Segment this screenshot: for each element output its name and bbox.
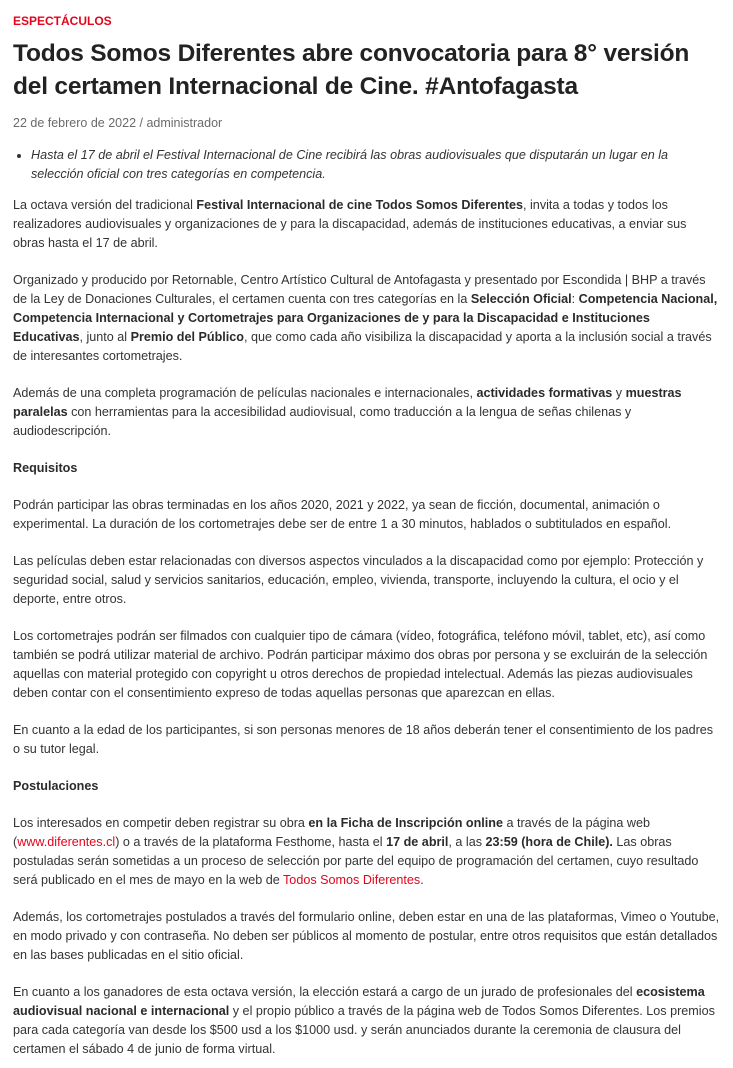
paragraph-years: Podrán participar las obras terminadas en los años 2020, 2021 y 2022, ya sean de ficción, documental, animación o experimental. La duración de los cortometrajes debe ser de entre 1 a 30 minutos, hablados o subtitulados en español. [13,498,672,531]
heading-postulaciones: Postulaciones [13,779,99,793]
meta-separator: / [136,116,147,130]
paragraph-winners: En cuanto a los ganadores de esta octava versión, la elección estará a cargo de un jurado de profesionales del ecosistema audiovisual nacional e internacional y el propio público a través de la página web de Todos Somos Diferentes. Los premios para cada categoría van desde los $500 usd a los $1000 usd. y serán anunciados durante la ceremonia de clausura del certamen el sábado 4 de junio de forma virtual. [13,985,715,1056]
lead-list [13,146,720,184]
lead-item: • Hasta el 17 de abril el Festival Internacional de Cine recibirá las obras audiovisuales que disputarán un lugar en la selección oficial con tres categorías en competencia. [31,146,720,184]
article-body [13,196,720,1059]
article-title: Todos Somos Diferentes abre convocatoria para 8° versión del certamen Internacional de Cine. #Antofagasta [13,40,690,100]
paragraph-organization: Organizado y producido por Retornable, Centro Artístico Cultural de Antofagasta y presentado por Escondida | BHP a través de la Ley de Donaciones Culturales, el certamen cuenta con tres categorías en la Selección Oficial: Competencia Nacional, Competencia Internacional y Cortometrajes para Organizaciones de y para la Discapacidad e Instituciones Educativas, junto al Premio del Público, que como cada año visibiliza la discapacidad y aporta a la inclusión social a través de interesantes cortometrajes. [13,273,718,363]
post-meta [13,115,720,131]
paragraph-registration: Los interesados en competir deben registrar su obra en la Ficha de Inscripción online a través de la página web (www.diferentes.cl) o a través de la plataforma Festhome, hasta el 17 de abril, a las 23:59 (hora de Chile). Las obras postuladas serán sometidas a un proceso de selección por parte del equipo de programación del certamen, cuyo resultado será publicado en el mes de mayo en la web de Todos Somos Diferentes. [13,816,699,887]
post-date: 22 de febrero de 2022 [13,116,137,130]
paragraph-platforms: Además, los cortometrajes postulados a través del formulario online, deben estar en una de las plataformas, Vimeo o Youtube, en modo privado y con contraseña. No deben ser públicos al momento de postular, entre otros requisitos que están detallados en las bases publicadas en el sitio oficial. [13,910,720,962]
paragraph-age: En cuanto a la edad de los participantes, si son personas menores de 18 años deberán tener el consentimiento de los padres o su tutor legal. [13,723,714,756]
todos-somos-diferentes-link[interactable]: Todos Somos Diferentes [283,873,421,887]
category-link[interactable]: ESPECTÁCULOS [13,14,112,28]
author-link[interactable]: administrador [146,116,223,130]
paragraph-intro: La octava versión del tradicional Festival Internacional de cine Todos Somos Diferentes, invita a todas y todos los realizadores audiovisuales y organizaciones de y para la discapacidad, además de instituciones educativas, a enviar sus obras hasta el 17 de abril. [13,198,687,250]
paragraph-programming: Además de una completa programación de películas nacionales e internacionales, actividades formativas y muestras paralelas con herramientas para la accesibilidad audiovisual, como traducción a la lengua de señas chilenas y audiodescripción. [13,386,682,438]
paragraph-topics: Las películas deben estar relacionadas con diversos aspectos vinculados a la discapacidad como por ejemplo: Protección y seguridad social, salud y servicios sanitarios, educación, empleo, vivienda, transporte, incluyendo la cultura, el ocio y el deporte, entre otros. [13,554,704,606]
diferentes-link[interactable]: www.diferentes.cl [17,835,116,849]
paragraph-filming: Los cortometrajes podrán ser filmados con cualquier tipo de cámara (vídeo, fotográfica, teléfono móvil, tablet, etc), así como también se podrá utilizar material de archivo. Podrán participar máximo dos obras por persona y se excluirán de la selección aquellas con material protegido con copyright u otros derechos de propiedad intelectual. Además las piezas audiovisuales deben contar con el consentimiento expreso de todas aquellas personas que aparezcan en ellas. [13,629,708,700]
heading-requisitos: Requisitos [13,461,78,475]
